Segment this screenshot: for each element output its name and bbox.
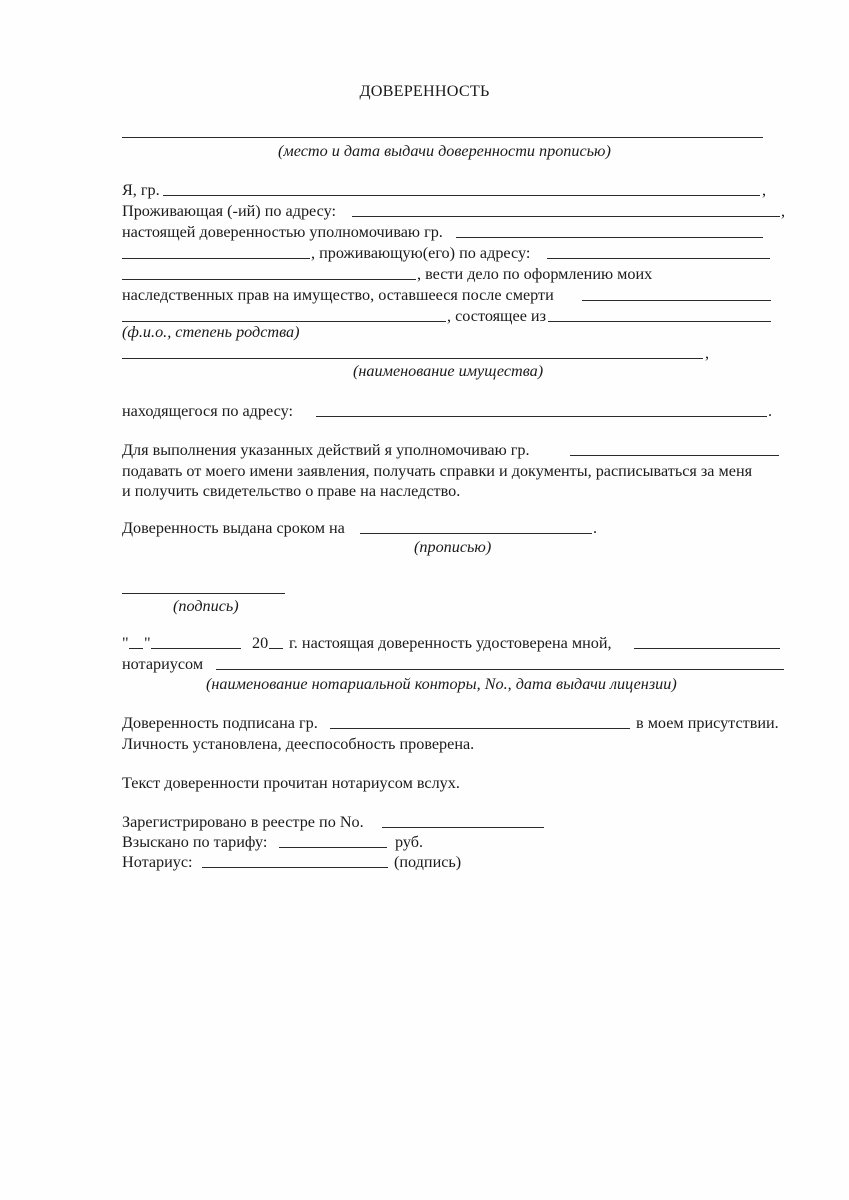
inheritance-text: наследственных прав на имущество, оставшееся после смерти (122, 286, 554, 304)
authority-attorney-field[interactable] (570, 455, 779, 456)
tariff-unit: руб. (395, 833, 424, 851)
grantor-address-field[interactable] (352, 216, 780, 217)
attorney-name-field-1[interactable] (456, 237, 763, 238)
authority-line-2: подавать от моего имени заявления, получать справки и документы, расписываться за меня (122, 462, 753, 480)
term-field[interactable] (360, 533, 592, 534)
attorney-label: настоящей доверенностью уполномочиваю гр. (122, 223, 443, 241)
fio-caption: (ф.и.о., степень родства) (122, 323, 300, 341)
tariff-amount-field[interactable] (279, 847, 387, 848)
intro-line-1 (122, 180, 160, 200)
property-caption: (наименование имущества) (353, 362, 544, 380)
authority-line-3: и получить свидетельство о праве на наследство. (122, 482, 461, 500)
identity-verified-text: Личность установлена, дееспособность проверена. (122, 735, 475, 753)
property-field-2[interactable] (122, 358, 703, 359)
consisting-of-text: , состоящее из (447, 307, 546, 325)
property-address-period: . (768, 402, 773, 420)
attorney-address-label: , проживающую(его) по адресу: (311, 244, 531, 262)
signed-by-field[interactable] (330, 728, 630, 729)
document-title: ДОВЕРЕННОСТЬ (359, 82, 490, 100)
notary-signature-field[interactable] (202, 867, 388, 868)
signed-by-label: Доверенность подписана гр. (122, 714, 318, 732)
registry-label: Зарегистрировано в реестре по No. (122, 813, 364, 831)
read-aloud-text: Текст доверенности прочитан нотариусом вслух. (122, 774, 460, 792)
deceased-field-1[interactable] (582, 300, 771, 301)
grantor-signature-field[interactable] (122, 593, 285, 594)
property-comma: , (705, 344, 710, 362)
attorney-address-field-2[interactable] (122, 279, 416, 280)
notary-signature-caption: (подпись) (394, 853, 462, 871)
notary-certified-text: г. настоящая доверенность удостоверена мной, (289, 634, 612, 652)
notary-year-prefix: 20 (252, 634, 269, 652)
notary-year-field[interactable] (269, 648, 283, 649)
place-date-caption: (место и дата выдачи доверенности прописью) (278, 142, 611, 160)
grantor-address-comma: , (781, 202, 786, 220)
property-address-field[interactable] (316, 416, 767, 417)
notary-final-label: Нотариус: (122, 853, 193, 871)
notary-office-field[interactable] (216, 669, 784, 670)
notary-date-open-quote: " (122, 634, 129, 652)
signature-caption: (подпись) (173, 597, 239, 615)
attorney-name-field-2[interactable] (122, 258, 310, 259)
registry-number-field[interactable] (382, 827, 544, 828)
notary-month-field[interactable] (151, 648, 241, 649)
authority-label: Для выполнения указанных действий я уполномочиваю гр. (122, 441, 530, 459)
property-address-label: находящегося по адресу: (122, 402, 293, 420)
grantor-name-field[interactable] (163, 195, 760, 196)
attorney-address-field-1[interactable] (547, 258, 770, 259)
notary-name-field-1[interactable] (634, 648, 780, 649)
notary-office-caption: (наименование нотариальной конторы, No., дата выдачи лицензии) (206, 675, 677, 693)
grantor-comma: , (762, 181, 767, 199)
term-label: Доверенность выдана сроком на (122, 519, 345, 537)
term-caption: (прописью) (414, 538, 492, 556)
grantor-address-label: Проживающая (-ий) по адресу: (122, 202, 336, 220)
grantor-label: Я, гр. (122, 181, 160, 199)
notary-day-field[interactable] (129, 648, 143, 649)
tariff-label: Взыскано по тарифу: (122, 833, 268, 851)
case-purpose-text: , вести дело по оформлению моих (417, 265, 653, 283)
place-date-field[interactable] (122, 137, 763, 138)
notary-date-close-quote: " (144, 634, 151, 652)
in-presence-text: в моем присутствии. (636, 714, 779, 732)
term-period: . (593, 519, 598, 537)
notary-label: нотариусом (122, 655, 204, 673)
property-field-1[interactable] (548, 321, 771, 322)
